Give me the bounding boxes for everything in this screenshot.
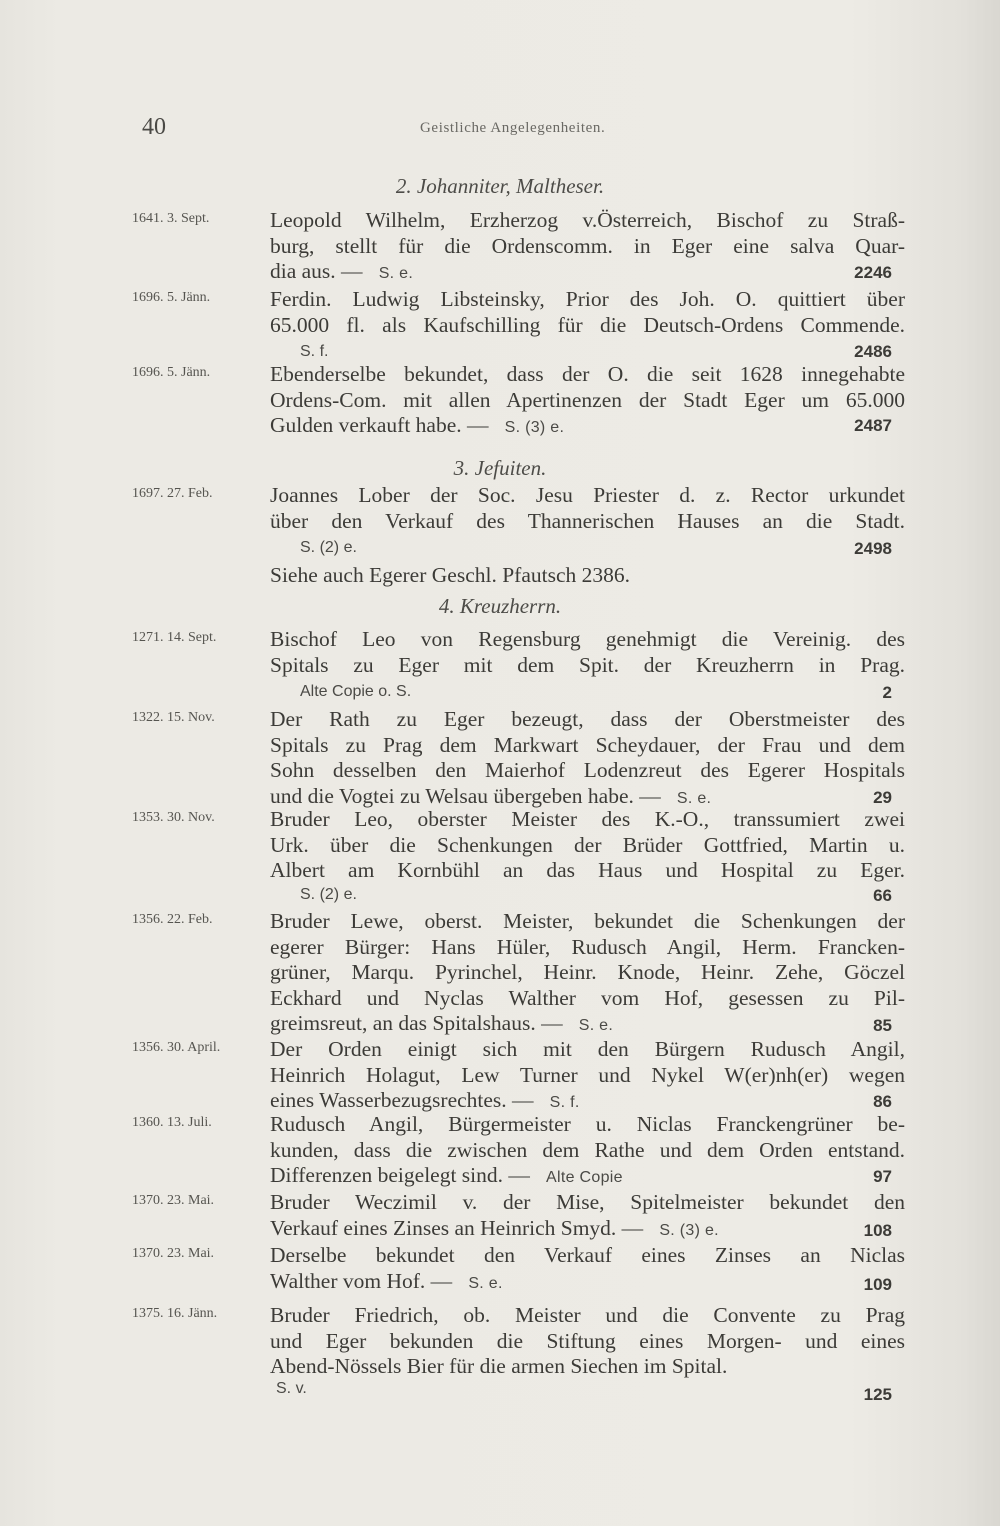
entry-text (270, 1037, 905, 1116)
entry-line: grüner, Marqu. Pyrinchel, Heinr. Knode, Heinr. Zehe, Göczel (270, 960, 905, 984)
entry-line: Leopold Wilhelm, Erzherzog v.Österreich, Bischof zu Straß- (270, 208, 905, 232)
entry-line: 65.000 fl. als Kaufschilling für die Deutsch-Ordens Commende. (270, 312, 905, 337)
section-heading-johanniter: 2. Johanniter, Maltheser. (395, 174, 605, 198)
entry-number: 109 (863, 1275, 892, 1294)
entry-text (270, 807, 905, 884)
entry-line: Spitals zu Eger mit dem Spit. der Kreuzherrn in Prag. (270, 652, 905, 677)
entry-line: Derselbe bekundet den Verkauf eines Zinses an Niclas (270, 1243, 905, 1267)
entry-date: 1696. 5. Jänn. (132, 290, 211, 305)
entry-line: Walther vom Hof. — (270, 1268, 453, 1293)
entry-source: S. e. (378, 265, 414, 282)
entry-source: S. e. (578, 1017, 614, 1034)
entry-line: und Eger bekunden die Stiftung eines Morgen- und eines (270, 1328, 905, 1353)
entry-source: S. (2) e. (300, 886, 357, 903)
entry-date: 1370. 23. Mai. (132, 1246, 215, 1261)
entry-line: Differenzen beigelegt sind. — (270, 1163, 530, 1187)
entry-line: Bischof Leo von Regensburg genehmigt die Vereinig. des (270, 627, 905, 651)
entry-number: 125 (863, 1385, 892, 1404)
entry-line: Bruder Leo, oberster Meister des K.-O., transsumiert zwei (270, 807, 905, 831)
entry-line: Ebenderselbe bekundet, dass der O. die seit 1628 innegehabte (270, 362, 905, 386)
entry-line: Albert am Kornbühl an das Haus und Hospital zu Eger. (270, 858, 905, 882)
entry-line: Eckhard und Nyclas Walther vom Hof, gesessen zu Pil- (270, 985, 905, 1010)
entry-number: 85 (873, 1016, 892, 1035)
running-head: Geistliche Angelegenheiten. (420, 120, 606, 136)
entry-line: Bruder Friedrich, ob. Meister und die Convente zu Prag (270, 1303, 905, 1327)
entry-line: Der Orden einigt sich mit den Bürgern Rudusch Angil, (270, 1037, 905, 1061)
entry-line: eines Wasserbezugsrechtes. — (270, 1088, 534, 1112)
entry-date: 1271. 14. Sept. (132, 630, 217, 645)
entry-line: Ordens-Com. mit allen Apertinenzen der Stadt Eger um 65.000 (270, 387, 905, 412)
entry-source: S. (3) e. (504, 419, 565, 436)
entry-text (270, 1303, 905, 1380)
entry-source: S. (3) e. (659, 1221, 719, 1239)
entry-source: S. f. (300, 343, 329, 360)
entry-number: 29 (873, 788, 892, 807)
entry-note: Siehe auch Egerer Geschl. Pfautsch 2386. (270, 563, 631, 587)
entry-date: 1375. 16. Jänn. (132, 1306, 218, 1321)
entry-number: 97 (873, 1167, 892, 1186)
entry-line: kunden, dass die zwischen dem Rathe und dem Orden entstand. (270, 1137, 905, 1162)
entry-line: über den Verkauf des Thannerischen Hauses an die Stadt. (270, 508, 905, 533)
entry-line: Spitals zu Prag dem Markwart Scheydauer, der Frau und dem (270, 732, 905, 757)
entry-source: S. f. (549, 1094, 580, 1111)
entry-number: 66 (873, 886, 892, 905)
entry-text (270, 1190, 905, 1243)
entry-text (270, 1243, 905, 1296)
entry-date: 1641. 3. Sept. (132, 211, 210, 226)
entry-text (270, 1112, 905, 1191)
entry-date: 1356. 22. Feb. (132, 912, 213, 927)
page-number: 40 (142, 114, 166, 140)
entry-line: und die Vogtei zu Welsau übergeben habe. — (270, 783, 661, 808)
entry-number: 2487 (854, 416, 892, 435)
entry-text (270, 287, 905, 338)
entry-line: dia aus. — (270, 259, 363, 283)
entry-date: 1356. 30. April. (132, 1040, 221, 1055)
entry-date: 1696. 5. Jänn. (132, 365, 211, 380)
entry-number: 108 (863, 1221, 892, 1240)
entry-line: egerer Bürger: Hans Hüler, Rudusch Angil, Herm. Francken- (270, 934, 905, 959)
entry-date: 1360. 13. Juli. (132, 1115, 212, 1130)
entry-line: greimsreut, an das Spitalshaus. — (270, 1011, 563, 1035)
entry-line: Verkauf eines Zinses an Heinrich Smyd. — (270, 1215, 644, 1240)
entry-text (270, 483, 905, 534)
entry-line: Der Rath zu Eger bezeugt, dass der Oberstmeister des (270, 707, 905, 731)
entry-line: Abend-Nössels Bier für die armen Siechen im Spital. (270, 1354, 728, 1378)
entry-line: Rudusch Angil, Bürgermeister u. Niclas Franckengrüner be- (270, 1112, 905, 1136)
entry-date: 1353. 30. Nov. (132, 810, 215, 825)
entry-date: 1322. 15. Nov. (132, 710, 215, 725)
entry-text (270, 707, 905, 811)
entry-number: 86 (873, 1092, 892, 1111)
entry-source: S. v. (276, 1380, 307, 1397)
section-heading-jesuiten: 3. Jefuiten. (453, 456, 547, 480)
entry-source: S. e. (676, 789, 712, 807)
entry-source: S. e. (468, 1274, 503, 1292)
entry-text (270, 362, 905, 441)
entry-line: Gulden verkauft habe. — (270, 413, 489, 437)
entry-number: 2246 (854, 263, 892, 282)
entry-number: 2 (882, 683, 892, 702)
entry-date: 1697. 27. Feb. (132, 486, 213, 501)
entry-line: Ferdin. Ludwig Libsteinsky, Prior des Joh. O. quittiert über (270, 287, 905, 311)
entry-source: Alte Copie o. S. (300, 683, 412, 700)
entry-line: Sohn desselben den Maierhof Lodenzreut des Egerer Hospitals (270, 758, 905, 782)
entry-line: Bruder Lewe, oberst. Meister, bekundet die Schenkungen der (270, 909, 905, 933)
entry-line: Heinrich Holagut, Lew Turner und Nykel W(er)nh(er) wegen (270, 1062, 905, 1087)
entry-line: burg, stellt für die Ordenscomm. in Eger eine salva Quar- (270, 233, 905, 258)
entry-source: Alte Copie (546, 1169, 623, 1186)
entry-text (270, 208, 905, 287)
entry-line: Joannes Lober der Soc. Jesu Priester d. z. Rector urkundet (270, 483, 905, 507)
entry-text (270, 627, 905, 678)
entry-source: S. (2) e. (300, 539, 357, 556)
entry-number: 2486 (854, 342, 892, 361)
entry-line: Urk. über die Schenkungen der Brüder Gottfried, Martin u. (270, 832, 905, 857)
entry-number: 2498 (854, 539, 892, 558)
section-heading-kreuzherrn: 4. Kreuzherrn. (438, 594, 562, 618)
entry-line: Bruder Weczimil v. der Mise, Spitelmeister bekundet den (270, 1190, 905, 1214)
entry-date: 1370. 23. Mai. (132, 1193, 215, 1208)
entry-text (270, 909, 905, 1039)
